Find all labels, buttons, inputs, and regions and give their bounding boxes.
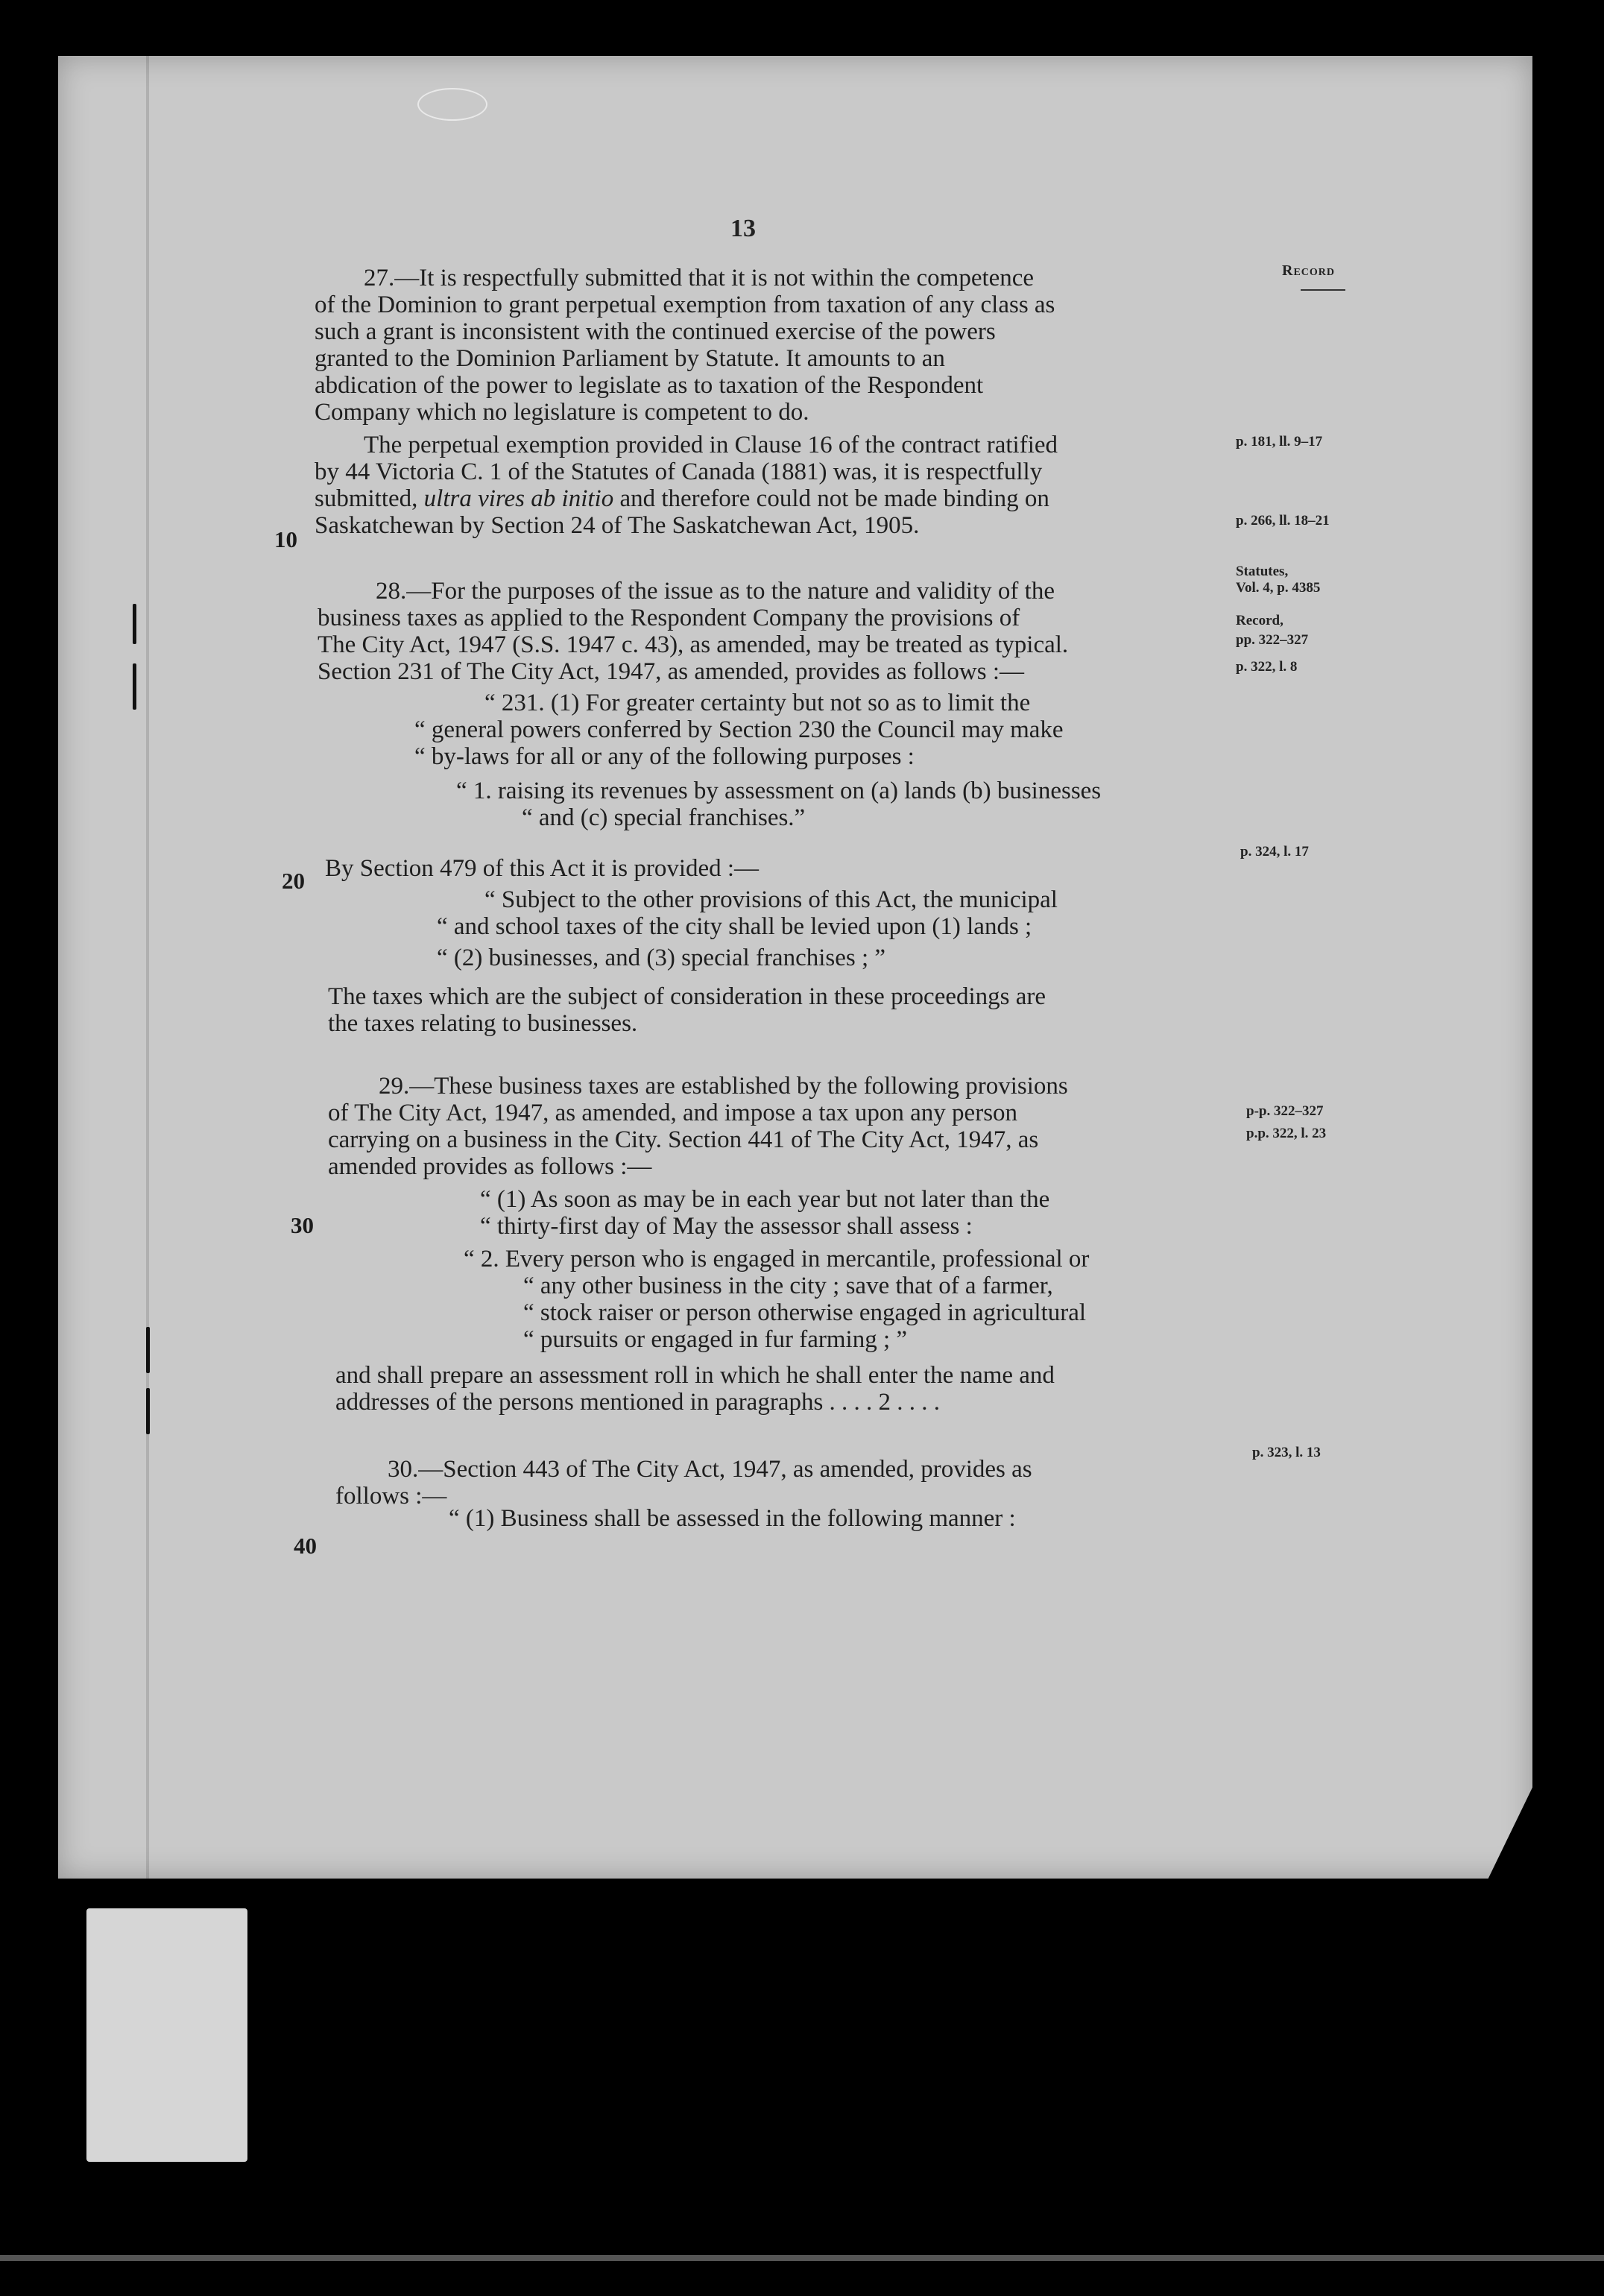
text-line: “ (2) businesses, and (3) special franchises ; ”: [437, 944, 886, 971]
text-line: and shall prepare an assessment roll in which he shall enter the name and: [335, 1362, 1055, 1389]
text-line: by 44 Victoria C. 1 of the Statutes of Canada (1881) was, it is respectfully: [315, 458, 1043, 485]
text-line: “ and school taxes of the city shall be levied upon (1) lands ;: [437, 913, 1032, 940]
margin-line-number: 30: [291, 1212, 314, 1238]
text-line: “ 2. Every person who is engaged in mercantile, professional or: [464, 1246, 1090, 1272]
text-line: “ 231. (1) For greater certainty but not so as to limit the: [484, 690, 1031, 716]
text-line: granted to the Dominion Parliament by Statute. It amounts to an: [315, 345, 945, 372]
scan-border: [0, 2255, 1604, 2261]
text-line: The City Act, 1947 (S.S. 1947 c. 43), as amended, may be treated as typical.: [318, 631, 1069, 658]
text-line: of the Dominion to grant perpetual exemption from taxation of any class as: [315, 291, 1055, 318]
text-line: “ thirty-first day of May the assessor shall assess :: [480, 1213, 973, 1240]
margin-line-number: 10: [274, 526, 297, 552]
text-line: “ pursuits or engaged in fur farming ; ”: [523, 1326, 908, 1353]
text-line: “ by-laws for all or any of the following purposes :: [414, 743, 915, 770]
italic-phrase: ultra vires ab initio: [423, 485, 614, 512]
text-line: “ Subject to the other provisions of this Act, the municipal: [484, 886, 1058, 913]
record-rule: [1301, 289, 1345, 291]
text-line: 28.—For the purposes of the issue as to the nature and validity of the: [376, 578, 1055, 605]
record-side-note: pp. 322–327: [1236, 632, 1309, 648]
text-line: “ any other business in the city ; save that of a farmer,: [523, 1272, 1053, 1299]
record-side-note: p. 266, ll. 18–21: [1236, 513, 1330, 529]
record-side-note: p.p. 322, l. 23: [1246, 1126, 1327, 1141]
pencil-scribble: [417, 88, 487, 121]
text-line: [315, 486, 1049, 511]
record-side-note: Record,: [1236, 613, 1283, 628]
record-side-note: Statutes,: [1236, 564, 1289, 579]
blank-card: [86, 1908, 247, 2162]
page-number: 13: [730, 215, 756, 242]
text-span: submitted,: [315, 485, 418, 512]
text-line: such a grant is inconsistent with the continued exercise of the powers: [315, 318, 996, 345]
text-line: By Section 479 of this Act it is provided :—: [325, 855, 760, 882]
text-line: the taxes relating to businesses.: [328, 1010, 638, 1037]
record-side-note: p. 181, ll. 9–17: [1236, 434, 1323, 450]
record-side-note: Vol. 4, p. 4385: [1236, 580, 1321, 596]
margin-line-number: 40: [294, 1533, 317, 1559]
text-line: “ (1) Business shall be assessed in the following manner :: [449, 1505, 1016, 1532]
text-line: Section 231 of The City Act, 1947, as amended, provides as follows :—: [318, 658, 1025, 685]
margin-mark: [133, 663, 136, 710]
text-line: 30.—Section 443 of The City Act, 1947, as amended, provides as: [388, 1456, 1032, 1483]
text-line: “ and (c) special franchises.”: [522, 804, 806, 831]
text-line: 29.—These business taxes are established by the following provisions: [379, 1073, 1068, 1100]
page-fold-shadow: [146, 56, 149, 1879]
text-line: 27.—It is respectfully submitted that it is not within the competence: [364, 265, 1035, 291]
text-line: The taxes which are the subject of consideration in these proceedings are: [328, 983, 1046, 1010]
text-line: carrying on a business in the City. Section 441 of The City Act, 1947, as: [328, 1126, 1039, 1153]
text-line: abdication of the power to legislate as to taxation of the Respondent: [315, 372, 984, 399]
record-side-note: p-p. 322–327: [1246, 1103, 1324, 1119]
margin-mark: [146, 1388, 150, 1434]
text-line: “ stock raiser or person otherwise engaged in agricultural: [523, 1299, 1087, 1326]
text-line: business taxes as applied to the Respondent Company the provisions of: [318, 605, 1020, 631]
margin-mark: [146, 1327, 150, 1373]
text-line: The perpetual exemption provided in Clause 16 of the contract ratified: [364, 432, 1058, 458]
record-header: Record: [1282, 262, 1336, 279]
text-line: of The City Act, 1947, as amended, and impose a tax upon any person: [328, 1100, 1018, 1126]
margin-line-number: 20: [282, 868, 305, 894]
text-span: and therefore could not be made binding on: [619, 485, 1049, 512]
record-side-note: p. 323, l. 13: [1252, 1445, 1321, 1460]
text-line: Company which no legislature is competent to do.: [315, 399, 809, 426]
text-line: “ (1) As soon as may be in each year but not later than the: [480, 1186, 1050, 1213]
text-line: amended provides as follows :—: [328, 1153, 652, 1180]
text-line: addresses of the persons mentioned in paragraphs . . . . 2 . . . .: [335, 1389, 941, 1416]
text-line: “ general powers conferred by Section 230 the Council may make: [414, 716, 1064, 743]
text-line: “ 1. raising its revenues by assessment on (a) lands (b) businesses: [456, 778, 1102, 804]
record-side-note: p. 322, l. 8: [1236, 659, 1298, 675]
text-line: Saskatchewan by Section 24 of The Saskatchewan Act, 1905.: [315, 512, 920, 539]
record-side-note: p. 324, l. 17: [1240, 844, 1309, 860]
margin-mark: [133, 604, 136, 644]
text-line: follows :—: [335, 1483, 447, 1510]
